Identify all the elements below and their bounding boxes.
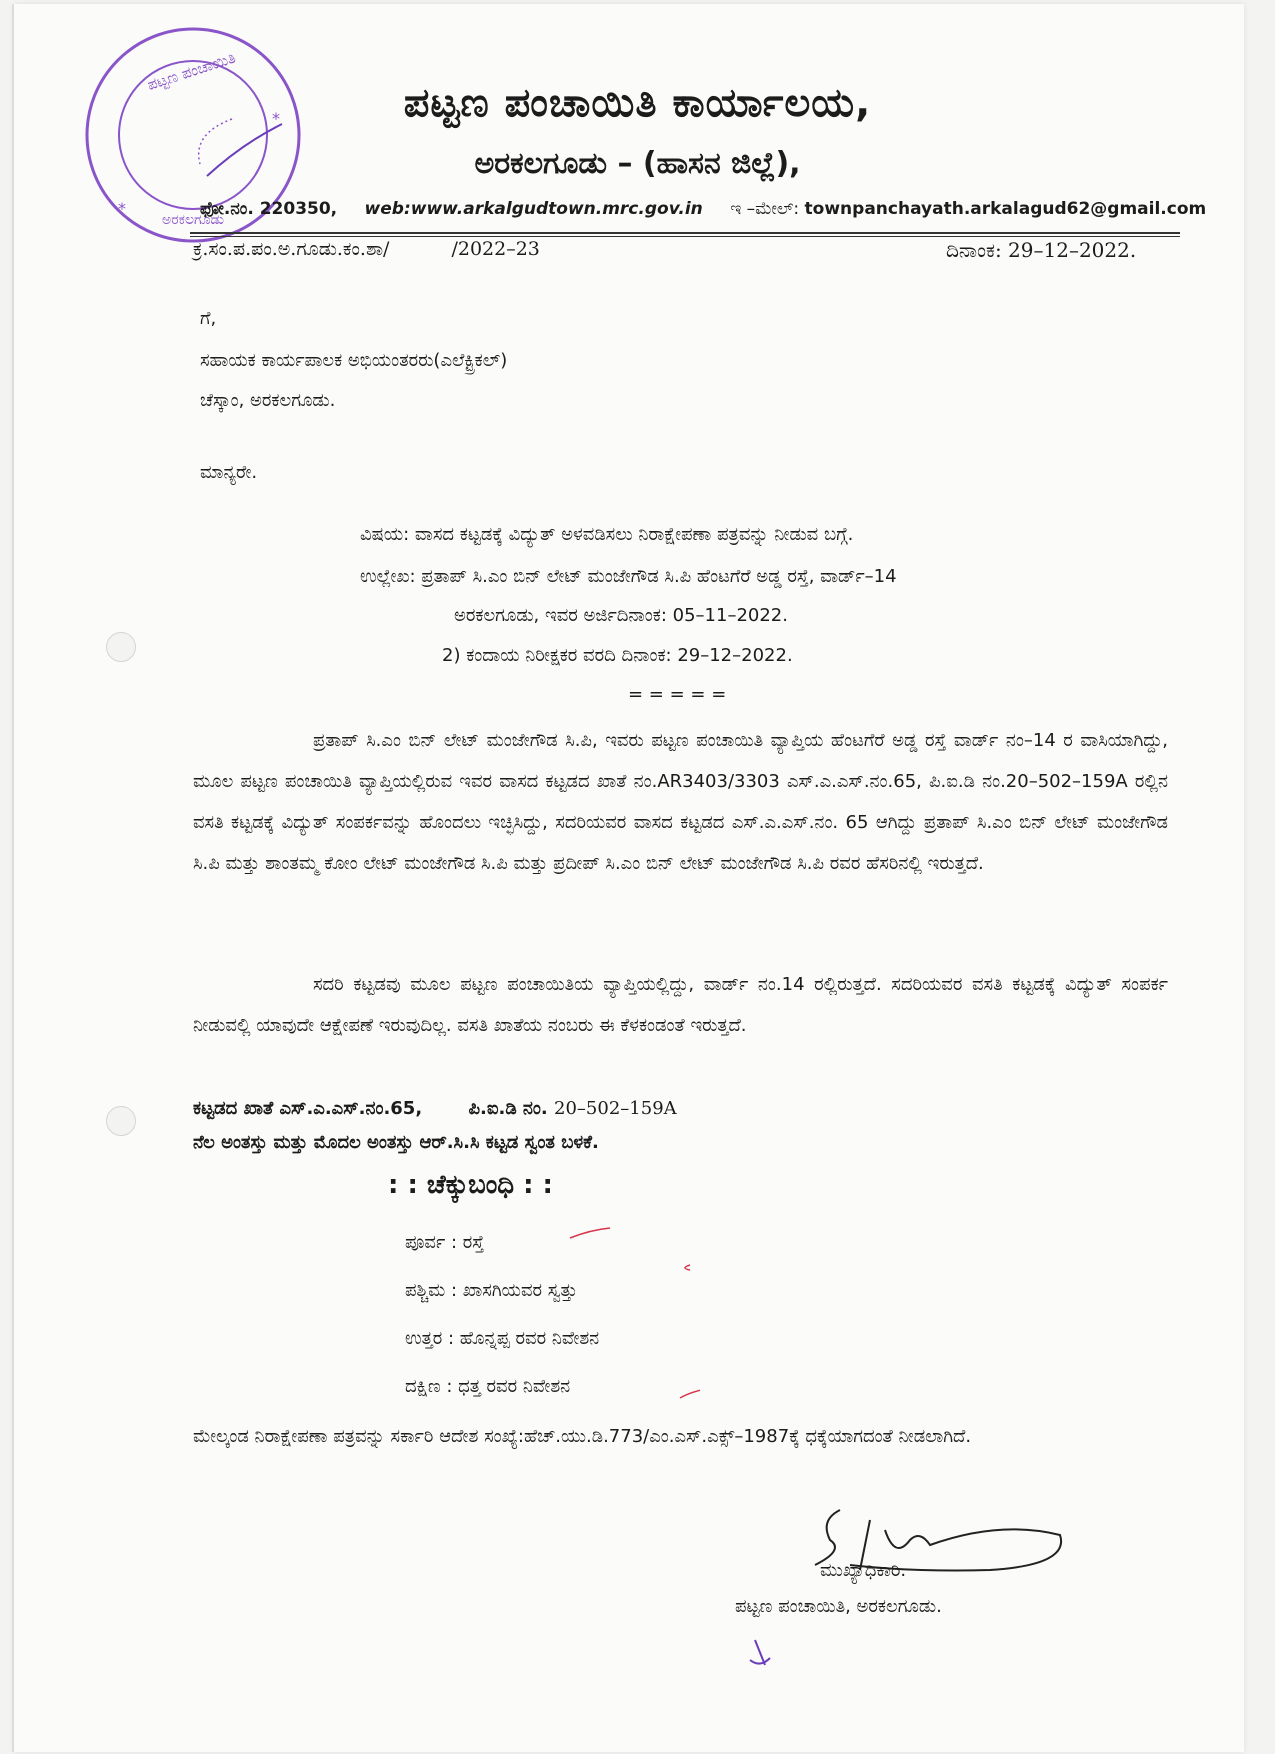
svg-text:ಅರಕಲಗೂಡು: ಅರಕಲಗೂಡು [162, 212, 224, 228]
boundary-west: ಪಶ್ಚಿಮ : ಖಾಸಗಿಯವರ ಸ್ವತ್ತು [405, 1280, 578, 1301]
body-paragraph-1: ಪ್ರತಾಪ್ ಸಿ.ಎಂ ಬಿನ್ ಲೇಟ್ ಮಂಜೇಗೌಡ ಸಿ.ಪಿ, ಇವರು ಪಟ್ಟಣ ಪಂಚಾಯಿತಿ ವ್ಯಾಪ್ತಿಯ ಹೆಂಟಗೆರೆ ಅಡ್ಡ ರಸ್ತೆ ವಾರ್ಡ್ ನಂ–14 ರ ವಾಸಿಯಾಗಿದ್ದು, ಮೂಲ ಪಟ್ಟಣ ಪಂಚಾಯಿತಿ ವ್ಯಾಪ್ತಿಯಲ್ಲಿರುವ ಇವರ ವಾಸದ ಕಟ್ಟಡದ ಖಾತೆ ನಂ.AR3403/3303 ಎಸ್.ಎ.ಎಸ್.ನಂ.65, ಪಿ.ಐ.ಡಿ ನಂ.20–502–159A ರಲ್ಲಿನ ವಸತಿ ಕಟ್ಟಡಕ್ಕೆ ವಿದ್ಯುತ್ ಸಂಪರ್ಕವನ್ನು ಹೊಂದಲು ಇಚ್ಛಿಸಿದ್ದು, ಸದರಿಯವರ ವಾಸದ ಕಟ್ಟಡದ ಎಸ್.ಎ.ಎಸ್.ನಂ. 65 ಆಗಿದ್ದು ಪ್ರತಾಪ್ ಸಿ.ಎಂ ಬಿನ್ ಲೇಟ್ ಮಂಜೇಗೌಡ ಸಿ.ಪಿ ಮತ್ತು ಶಾಂತಮ್ಮ ಕೋಂ ಲೇಟ್ ಮಂಜೇಗೌಡ ಸಿ.ಪಿ ಮತ್ತು ಪ್ರದೀಪ್ ಸಿ.ಎಂ ಬಿನ್ ಲೇಟ್ ಮಂಜೇಗೌಡ ಸಿ.ಪಿ ರವರ ಹೆಸರಿನಲ್ಲಿ ಇರುತ್ತದೆ. [193, 730, 1168, 874]
salutation: ಮಾನ್ಯರೇ. [200, 462, 258, 483]
floor-details: ನೆಲ ಅಂತಸ್ತು ಮತ್ತು ಮೊದಲ ಅಂತಸ್ತು ಆರ್.ಸಿ.ಸಿ ಕಟ್ಟಡ ಸ್ವಂತ ಬಳಕೆ. [193, 1132, 599, 1153]
reference-year: /2022–23 [451, 238, 540, 260]
reference-line-1: ಉಲ್ಲೇಖ: ಪ್ರತಾಪ್ ಸಿ.ಎಂ ಬಿನ್ ಲೇಟ್ ಮಂಜೇಗೌಡ ಸಿ.ಪಿ ಹೆಂಟಗೆರೆ ಅಡ್ಡ ರಸ್ತೆ, ವಾರ್ಡ್–14 [360, 566, 897, 587]
header-divider [190, 232, 1180, 234]
boundaries-title: : : ಚೆಕ್ಕುಬಂಧಿ : : [388, 1170, 553, 1200]
body-paragraph-2: ಸದರಿ ಕಟ್ಟಡವು ಮೂಲ ಪಟ್ಟಣ ಪಂಚಾಯಿತಿಯ ವ್ಯಾಪ್ತಿಯಲ್ಲಿದ್ದು, ವಾರ್ಡ್ ನಂ.14 ರಲ್ಲಿರುತ್ತದೆ. ಸದರಿಯವರ ವಸತಿ ಕಟ್ಟಡಕ್ಕೆ ವಿದ್ಯುತ್ ಸಂಪರ್ಕ ನೀಡುವಲ್ಲಿ ಯಾವುದೇ ಆಕ್ಷೇಪಣೆ ಇರುವುದಿಲ್ಲ. ವಸತಿ ಖಾತೆಯ ನಂಬರು ಈ ಕೆಳಕಂಡಂತೆ ಇರುತ್ತದೆ. [193, 974, 1168, 1036]
email-address[interactable]: townpanchayath.arkalagud62@gmail.com [804, 199, 1207, 219]
reference-prefix: ಕ್ರ.ಸಂ.ಪ.ಪಂ.ಅ.ಗೂಡು.ಕಂ.ಶಾ/ [193, 238, 390, 260]
review-check-marks [560, 1220, 700, 1410]
punch-hole [106, 1106, 136, 1136]
office-name-heading: ಪಟ್ಟಣ ಪಂಚಾಯಿತಿ ಕಾರ್ಯಾಲಯ, [403, 80, 872, 126]
svg-text:*: * [118, 199, 126, 218]
separator: = = = = = [628, 684, 727, 705]
signatory-designation: ಮುಖ್ಯಾಧಿಕಾರಿ. [820, 1560, 907, 1581]
reference-number [193, 238, 540, 260]
boundary-east: ಪೂರ್ವ : ರಸ್ತೆ [405, 1232, 485, 1253]
closing-paragraph: ಮೇಲ್ಕಂಡ ನಿರಾಕ್ಷೇಪಣಾ ಪತ್ರವನ್ನು ಸರ್ಕಾರಿ ಆದೇಶ ಸಂಖ್ಯೆ:ಹೆಚ್.ಯು.ಡಿ.773/ಎಂ.ಎಸ್.ಎಕ್ಸ್–1987ಕ್ಕೆ ಧಕ್ಕೆಯಾಗದಂತೆ ನೀಡಲಾಗಿದೆ. [193, 1426, 972, 1447]
pid-label: ಪಿ.ಐ.ಡಿ ನಂ. [468, 1098, 548, 1119]
office-location-heading: ಅರಕಲಗೂಡು – (ಹಾಸನ ಜಿಲ್ಲೆ), [474, 146, 801, 181]
punch-hole [106, 632, 136, 662]
svg-text:ಪಟ್ಟಣ ಪಂಚಾಯಿತಿ: ಪಟ್ಟಣ ಪಂಚಾಯಿತಿ [145, 48, 238, 94]
address-line-1: ಸಹಾಯಕ ಕಾರ್ಯಪಾಲಕ ಅಭಿಯಂತರರು(ಎಲೆಕ್ಟ್ರಿಕಲ್) [200, 350, 508, 371]
boundary-north: ಉತ್ತರ : ಹೊನ್ನಪ್ಪ ರವರ ನಿವೇಶನ [405, 1328, 600, 1349]
khata-details [193, 1098, 677, 1119]
signatory-office: ಪಟ್ಟಣ ಪಂಚಾಯಿತಿ, ಅರಕಲಗೂಡು. [735, 1596, 942, 1617]
address-to: ಗೆ, [200, 308, 217, 329]
svg-text:*: * [272, 109, 280, 128]
boundary-south: ದಕ್ಷಿಣ : ಧತ್ತ ರವರ ನಿವೇಶನ [405, 1376, 571, 1397]
pid-number: 20–502–159A [554, 1098, 677, 1119]
reference-line-2: 2) ಕಂದಾಯ ನಿರೀಕ್ಷಕರ ವರದಿ ದಿನಾಂಕ: 29–12–2022. [442, 645, 793, 666]
header-divider [190, 236, 1180, 237]
contact-line [200, 199, 1206, 219]
phone-number: ಫೋ.ನಂ. 220350, [200, 199, 338, 219]
website-link[interactable]: web:www.arkalgudtown.mrc.gov.in [364, 199, 703, 219]
address-line-2: ಚೆಸ್ಕಾಂ, ಅರಕಲಗೂಡು. [200, 390, 336, 411]
reference-line-1b: ಅರಕಲಗೂಡು, ಇವರ ಅರ್ಜಿದಿನಾಂಕ: 05–11–2022. [454, 605, 788, 626]
letter-date: ದಿನಾಂಕ: 29–12–2022. [946, 238, 1137, 262]
email-line [730, 199, 1206, 219]
email-label: ಇ –ಮೇಲ್: [730, 199, 800, 219]
subject-line: ವಿಷಯ: ವಾಸದ ಕಟ್ಟಡಕ್ಕೆ ವಿದ್ಯುತ್ ಅಳವಡಿಸಲು ನಿರಾಕ್ಷೇಪಣಾ ಪತ್ರವನ್ನು ನೀಡುವ ಬಗ್ಗೆ. [360, 524, 854, 545]
khata-number: ಕಟ್ಟಡದ ಖಾತೆ ಎಸ್.ಎ.ಎಸ್.ನಂ.65, [193, 1098, 423, 1119]
